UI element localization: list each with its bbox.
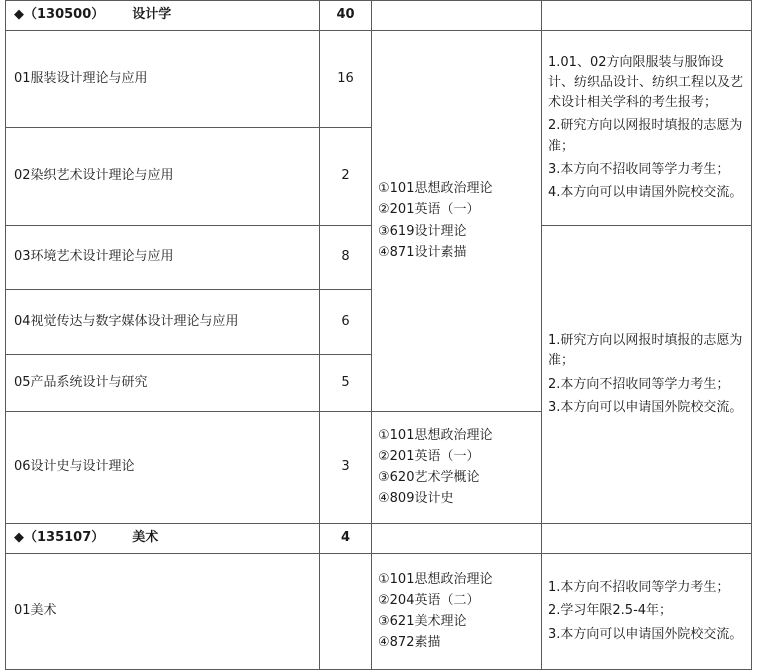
subject-item: ④871设计素描 bbox=[378, 244, 467, 260]
direction-count: 2 bbox=[320, 128, 372, 226]
section-code: ◆（130500） bbox=[14, 7, 105, 23]
remark-item: 1.研究方向以网报时填报的志愿为准； bbox=[548, 333, 743, 369]
subject-item: ④809设计史 bbox=[378, 491, 454, 507]
direction-count: 3 bbox=[320, 412, 372, 524]
direction-name: 06设计史与设计理论 bbox=[6, 412, 320, 524]
subject-item: ②201英语（一） bbox=[378, 448, 480, 464]
remark-item: 1.01、02方向限服装与服饰设计、纺织品设计、纺织工程以及艺术设计相关学科的考生报考； bbox=[548, 55, 744, 111]
empty-cell bbox=[542, 1, 752, 31]
exam-subjects bbox=[372, 412, 542, 524]
section-code: ◆（135107） bbox=[14, 530, 105, 546]
subject-item: ①101思想政治理论 bbox=[378, 427, 493, 443]
remark-item: 2.本方向不招收同等学力考生； bbox=[548, 376, 730, 392]
remark-item: 2.学习年限2.5-4年； bbox=[548, 603, 673, 619]
subject-item: ④872素描 bbox=[378, 635, 441, 651]
direction-name: 05产品系统设计与研究 bbox=[6, 355, 320, 412]
direction-count: 16 bbox=[320, 31, 372, 128]
subject-item: ③620艺术学概论 bbox=[378, 470, 480, 485]
direction-count: 5 bbox=[320, 355, 372, 412]
section-count: 40 bbox=[320, 1, 372, 31]
remark-item: 4.本方向可以申请国外院校交流。 bbox=[548, 184, 743, 200]
remark-item: 1.本方向不招收同等学力考生； bbox=[548, 580, 730, 596]
subject-item: ①101思想政治理论 bbox=[378, 181, 493, 196]
remarks bbox=[542, 226, 752, 524]
subject-item: ②201英语（一） bbox=[378, 202, 480, 218]
table-row bbox=[6, 31, 752, 128]
direction-name: 02染织艺术设计理论与应用 bbox=[6, 128, 320, 226]
table-row bbox=[6, 554, 752, 670]
direction-name: 03环境艺术设计理论与应用 bbox=[6, 226, 320, 290]
direction-count: 6 bbox=[320, 290, 372, 355]
exam-subjects bbox=[372, 554, 542, 670]
section-header bbox=[6, 1, 320, 31]
remark-item: 3.本方向不招收同等学力考生； bbox=[548, 161, 730, 177]
subject-item: ①101思想政治理论 bbox=[378, 571, 493, 587]
subject-item: ③619设计理论 bbox=[378, 223, 467, 239]
section-name: 设计学 bbox=[132, 7, 172, 23]
remark-item: 2.研究方向以网报时填报的志愿为准； bbox=[548, 118, 743, 154]
subject-item: ③621美术理论 bbox=[378, 614, 467, 629]
direction-name: 04视觉传达与数字媒体设计理论与应用 bbox=[6, 290, 320, 355]
direction-count: 8 bbox=[320, 226, 372, 290]
empty-cell bbox=[542, 524, 752, 554]
direction-count bbox=[320, 554, 372, 670]
empty-cell bbox=[372, 524, 542, 554]
section-header-row bbox=[6, 524, 752, 554]
remarks bbox=[542, 554, 752, 670]
remark-item: 3.本方向可以申请国外院校交流。 bbox=[548, 626, 743, 642]
empty-cell bbox=[372, 1, 542, 31]
subject-item: ②204英语（二） bbox=[378, 592, 480, 608]
section-count: 4 bbox=[320, 524, 372, 554]
remark-item: 3.本方向可以申请国外院校交流。 bbox=[548, 399, 743, 415]
direction-name: 01服装设计理论与应用 bbox=[6, 31, 320, 128]
direction-name: 01美术 bbox=[6, 554, 320, 670]
section-name: 美术 bbox=[132, 530, 159, 546]
section-header bbox=[6, 524, 320, 554]
exam-subjects bbox=[372, 31, 542, 412]
remarks bbox=[542, 31, 752, 226]
admissions-table bbox=[5, 0, 752, 670]
section-header-row bbox=[6, 1, 752, 31]
